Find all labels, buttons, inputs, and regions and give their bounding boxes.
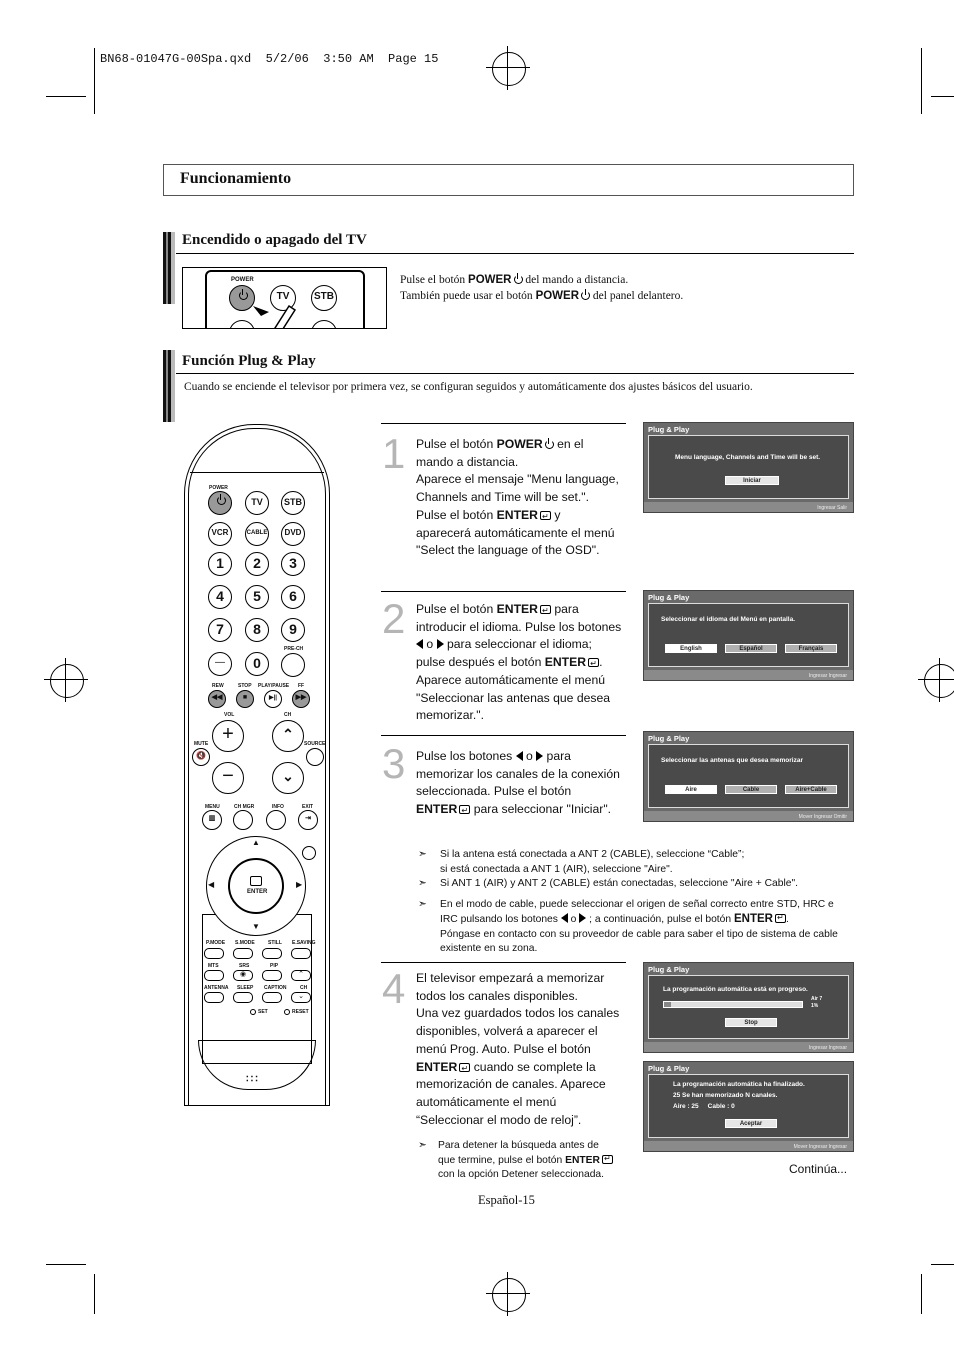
vcr-button[interactable]: VCR: [208, 522, 232, 546]
osd-francais-button[interactable]: Français: [785, 644, 837, 653]
registration-mark: [486, 1272, 530, 1316]
step-number: 1: [382, 430, 406, 477]
enter-label: ENTER: [247, 889, 268, 895]
crop-mark: [46, 1264, 86, 1265]
power-icon: [545, 440, 554, 449]
step-2-text: Pulse el botón ENTER↵ para introducir el idioma. Pulse los botones o para seleccionar el idioma; pulse después el botón ENTER↵ . Aparece automáticamente el menú "Seleccionar las antenas que desea memorizar.".: [416, 601, 621, 725]
digit-7-button[interactable]: 7: [208, 618, 232, 642]
pip-button[interactable]: [262, 970, 282, 981]
mute-button[interactable]: 🔇: [192, 748, 210, 766]
ir-dots: ∶∶∶: [246, 1074, 260, 1085]
power-label: POWER: [231, 277, 254, 283]
tv-button[interactable]: TV: [245, 491, 269, 515]
srs-button[interactable]: ◉: [233, 970, 253, 981]
stop-label: STOP: [238, 683, 252, 689]
enter-icon: [540, 511, 551, 520]
cable-button[interactable]: CABLE: [245, 522, 269, 546]
power-icon: [514, 275, 523, 284]
left-arrow-icon: [516, 751, 523, 761]
digit-0-button[interactable]: 0: [245, 652, 269, 676]
step-number: 3: [382, 740, 406, 787]
nav-left-icon: ◀: [208, 880, 215, 889]
osd-cable-button[interactable]: Cable: [725, 785, 777, 794]
page-number: Español-15: [478, 1193, 535, 1207]
info-label: INFO: [272, 804, 284, 810]
reset-label: RESET: [292, 1009, 309, 1015]
note-antenna: ➣ Si la antena está conectada a ANT 2 (CABLE), seleccione “Cable”; si está conectada a ANT 1 (AIR), seleccione "Aire". ➣ Si ANT 1 (AIR) y ANT 2 (CABLE) están conectadas, seleccione "Aire + Cable". ➣ En el modo de cable, puede seleccionar el origen de señal correcto entre STD, HRC e IRC pulsando los botones o ; a continuación, pulse el botón ENTER↵ . Póngase en contacto con su proveedor de cable para saber el tipo de sistema de cable existente en su zona.: [418, 848, 858, 957]
digit-8-button[interactable]: 8: [245, 618, 269, 642]
step-4-text: El televisor empezará a memorizar todos los canales disponibles. Una vez guardados todos los canales disponibles, volverá a aparecer el menú Prog. Auto. Pulse el botón ENTER↵ cuando se complete la memorización de canales. Aparece automáticamente el menú “Seleccionar el modo de reloj”.: [416, 970, 619, 1129]
note-arrow-icon: ➣: [418, 849, 427, 860]
remote-detail-image: [182, 267, 387, 329]
note-arrow-icon: ➣: [418, 898, 427, 910]
exit-button[interactable]: ⇥: [298, 810, 318, 830]
osd-stop-button[interactable]: Stop: [725, 1018, 777, 1027]
osd-screen-3: Plug & Play Seleccionar las antenas que desea memorizar Aire Cable Aire+Cable Mover Ingresar Omitir: [643, 731, 854, 822]
vol-up-button[interactable]: +: [212, 720, 244, 752]
light-button[interactable]: [302, 846, 316, 860]
stop-button[interactable]: ■: [236, 690, 254, 708]
digit-5-button[interactable]: 5: [245, 585, 269, 609]
osd-screen-4: Plug & Play La programación automática está en progreso. Air 7 1% Stop Ingresar Ingresar: [643, 962, 854, 1053]
nav-right-icon: ▶: [296, 880, 303, 889]
digit-2-button[interactable]: 2: [245, 552, 269, 576]
enter-button[interactable]: [228, 858, 284, 914]
pointer-arrow-icon: [251, 302, 301, 329]
step-1-text: Pulse el botón POWER en el mando a distancia. Aparece el mensaje "Menu language, Channels and Time will be set.". Pulse el botón ENTER↵ y aparecerá automáticamente el menú "Select the language of the OSD".: [416, 436, 619, 560]
left-arrow-icon: [561, 913, 568, 923]
osd-progress-fill: [664, 1002, 671, 1007]
stb-button[interactable]: STB: [281, 491, 305, 515]
ch-down-small-button[interactable]: ⌄: [291, 992, 311, 1003]
note-arrow-icon: ➣: [418, 878, 427, 889]
digit-3-button[interactable]: 3: [281, 552, 305, 576]
step-rule: [381, 735, 626, 736]
registration-mark: [918, 658, 954, 702]
rew-button[interactable]: ◀◀: [208, 690, 226, 708]
power-icon: [581, 291, 590, 300]
esaving-label: E.SAVING: [292, 940, 316, 946]
power-key: POWER: [468, 274, 512, 286]
osd-english-button[interactable]: English: [665, 644, 717, 653]
step-rule: [381, 591, 626, 592]
esaving-button[interactable]: [291, 948, 311, 959]
antenna-label: ANTENNA: [204, 985, 229, 991]
pmode-label: P.MODE: [206, 940, 226, 946]
continued-label: Continúa...: [789, 1162, 848, 1176]
section-rule: [176, 373, 854, 374]
registration-mark: [44, 658, 88, 702]
smode-button[interactable]: [233, 948, 253, 959]
pmode-button[interactable]: [204, 948, 224, 959]
pip-label: PIP: [270, 963, 279, 969]
antenna-button[interactable]: [204, 992, 224, 1003]
section-rule: [176, 253, 854, 254]
section-marker: [163, 232, 175, 304]
ch-small-label: CH: [300, 985, 308, 991]
playpause-label: PLAY/PAUSE: [258, 683, 290, 689]
chmgr-button[interactable]: [233, 810, 253, 830]
ch-label: CH: [284, 712, 292, 718]
sleep-button[interactable]: [233, 992, 253, 1003]
srs-label: SRS: [239, 963, 250, 969]
print-header: BN68-01047G-00Spa.qxd 5/2/06 3:50 AM Page 15: [100, 52, 439, 66]
dvd-button[interactable]: DVD: [281, 522, 305, 546]
osd-start-button[interactable]: Iniciar: [725, 476, 779, 485]
step-rule: [381, 962, 626, 963]
mts-label: MTS: [208, 963, 219, 969]
menu-label: MENU: [205, 804, 220, 810]
exit-label: EXIT: [302, 804, 314, 810]
step-rule: [381, 423, 626, 424]
crop-mark: [46, 96, 86, 97]
ch-down-button[interactable]: ⌄: [272, 762, 304, 794]
crop-mark: [921, 1274, 922, 1314]
ff-label: FF: [298, 683, 305, 689]
enter-icon: [540, 605, 551, 614]
osd-aire-cable-button[interactable]: Aire+Cable: [785, 785, 837, 794]
sleep-label: SLEEP: [237, 985, 254, 991]
vol-label: VOL: [224, 712, 235, 718]
ff-button[interactable]: ▶▶: [292, 690, 310, 708]
osd-aire-button[interactable]: Aire: [665, 785, 717, 794]
reset-button[interactable]: [284, 1009, 290, 1015]
power-instructions: Pulse el botón POWER del mando a distancia. También puede usar el botón POWER del panel delantero.: [400, 274, 684, 302]
caption-button[interactable]: [262, 992, 282, 1003]
osd-screen-5: Plug & Play La programación automática ha finalizado. 25 Se han memorizado N canales. Aire : 25 Cable : 0 Aceptar Mover Ingresar Ingresar: [643, 1061, 854, 1152]
power-button[interactable]: [208, 491, 232, 515]
source-button[interactable]: [306, 748, 324, 766]
section-title-power: Encendido o apagado del TV: [182, 232, 367, 248]
dash-button[interactable]: —: [208, 652, 232, 676]
prech-label: PRE-CH: [284, 646, 304, 652]
section-intro: Cuando se enciende el televisor por primera vez, se configuran seguidos y automáticamente dos ajustes básicos del usuario.: [184, 381, 753, 393]
osd-screen-2: Plug & Play Seleccionar el idioma del Menú en pantalla. English Español Français Ingresar Ingresar: [643, 590, 854, 681]
left-arrow-icon: [416, 639, 423, 649]
osd-espanol-button[interactable]: Español: [725, 644, 777, 653]
info-button[interactable]: [266, 810, 286, 830]
step-number: 4: [382, 965, 406, 1012]
mute-label: MUTE: [194, 741, 209, 747]
ch-up-button[interactable]: ⌃: [272, 720, 304, 752]
power-label: POWER: [209, 485, 228, 491]
digit-6-button[interactable]: 6: [281, 585, 305, 609]
vol-down-button[interactable]: −: [212, 762, 244, 794]
remote-control-illustration: [184, 424, 330, 1106]
caption-label: CAPTION: [264, 985, 287, 991]
note-stop-search: ➣ Para detener la búsqueda antes de que termine, pulse el botón ENTER↵ con la opción Detener seleccionada.: [418, 1139, 628, 1183]
chapter-title: Funcionamiento: [180, 170, 292, 187]
enter-icon: [588, 658, 599, 667]
crop-mark: [931, 96, 954, 97]
digit-1-button[interactable]: 1: [208, 552, 232, 576]
still-label: STILL: [268, 940, 282, 946]
enter-icon: [250, 876, 262, 886]
set-label: SET: [258, 1009, 268, 1015]
digit-4-button[interactable]: 4: [208, 585, 232, 609]
nav-up-icon: ▲: [252, 838, 260, 847]
still-button[interactable]: [262, 948, 282, 959]
smode-label: S.MODE: [235, 940, 255, 946]
tv-button[interactable]: TV: [270, 285, 296, 311]
ch-up-small-button[interactable]: ⌃: [291, 970, 311, 981]
digit-9-button[interactable]: 9: [281, 618, 305, 642]
crop-mark: [921, 48, 922, 114]
set-button[interactable]: [250, 1009, 256, 1015]
osd-screen-1: Plug & Play Menu language, Channels and Time will be set. Iniciar Ingresar Salir: [643, 422, 854, 513]
osd-progress-track: [663, 1001, 803, 1008]
section-title-plug-play: Función Plug & Play: [182, 353, 316, 369]
menu-button[interactable]: ▥: [202, 810, 222, 830]
playpause-button[interactable]: ▶||: [264, 690, 282, 708]
crop-mark: [931, 1264, 954, 1265]
enter-icon: [602, 1155, 613, 1164]
osd-accept-button[interactable]: Aceptar: [725, 1119, 777, 1128]
prech-button[interactable]: [281, 653, 305, 677]
mts-button[interactable]: [204, 970, 224, 981]
enter-icon: [775, 914, 786, 923]
crop-mark: [94, 1274, 95, 1314]
section-marker: [163, 350, 175, 422]
registration-mark: [486, 46, 530, 90]
source-label: SOURCE: [304, 741, 326, 747]
step-3-text: Pulse los botones o para memorizar los canales de la conexión seleccionada. Pulse el botón ENTER↵ para seleccionar "Iniciar".: [416, 748, 620, 819]
right-arrow-icon: [579, 913, 586, 923]
step-number: 2: [382, 595, 406, 642]
power-key: POWER: [535, 290, 580, 302]
chmgr-label: CH MGR: [234, 804, 255, 810]
note-arrow-icon: ➣: [418, 1140, 427, 1151]
stb-button[interactable]: STB: [311, 285, 337, 311]
rew-label: REW: [212, 683, 224, 689]
crop-mark: [94, 48, 95, 114]
nav-down-icon: ▼: [252, 922, 260, 931]
right-arrow-icon: [437, 639, 444, 649]
enter-icon: [459, 805, 470, 814]
enter-icon: [459, 1063, 470, 1072]
